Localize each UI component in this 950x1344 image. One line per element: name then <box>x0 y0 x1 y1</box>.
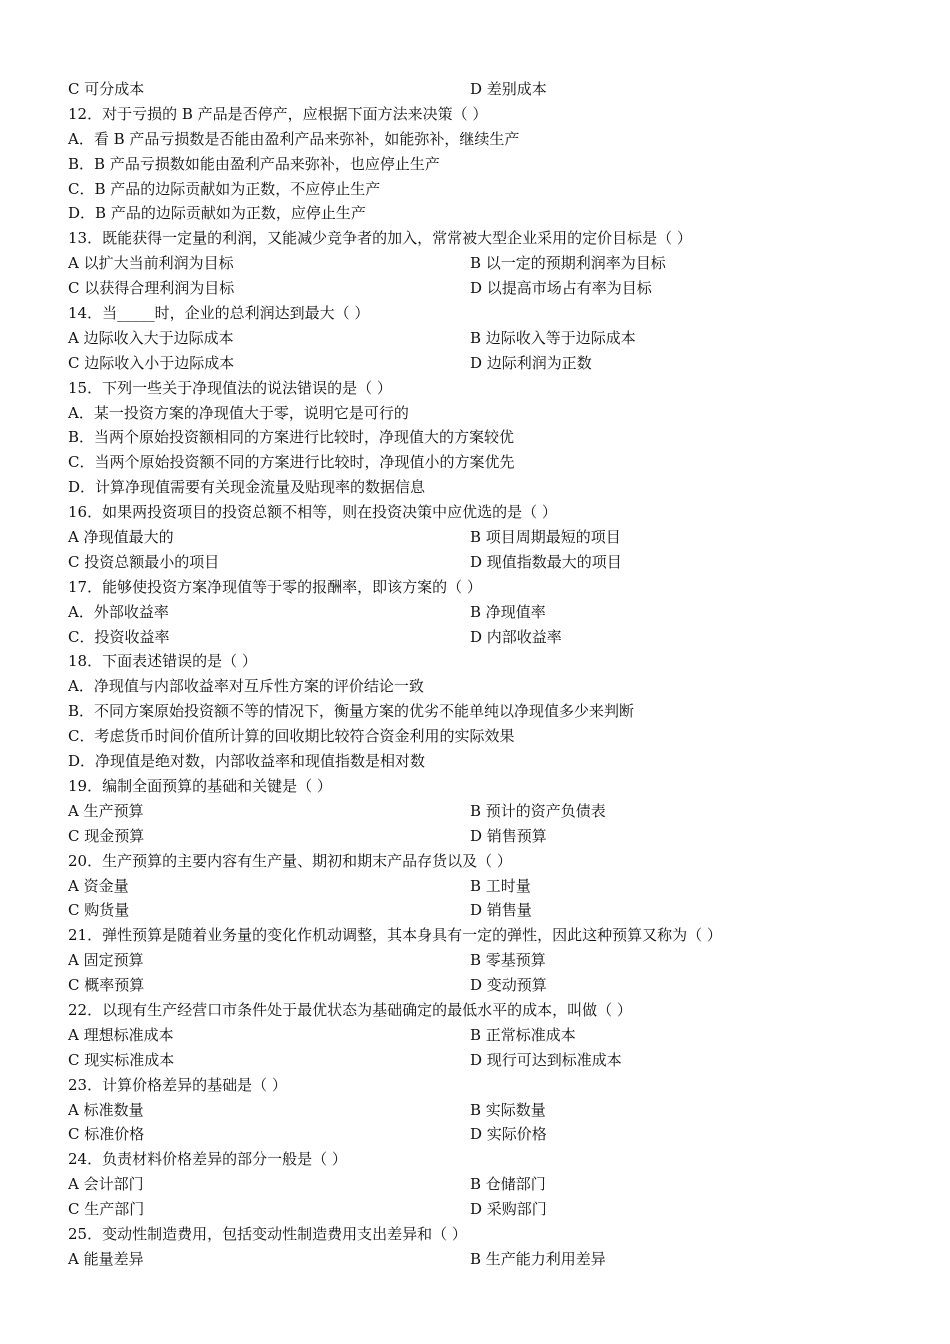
option-right: D 采购部门 <box>470 1200 547 1219</box>
option-row <box>68 799 928 824</box>
option-left: C 边际收入小于边际成本 <box>68 353 235 372</box>
option-left: C 可分成本 <box>68 80 145 98</box>
option-row <box>68 550 928 575</box>
option-left: A 边际收入大于边际成本 <box>68 328 234 347</box>
option-right: D 现值指数最大的项目 <box>470 552 622 571</box>
question-line: 22．以现有生产经营口市条件处于最优状态为基础确定的最低水平的成本，叫做（ ） <box>68 1000 632 1019</box>
option-right: D 变动预算 <box>470 976 547 995</box>
option-line: C．当两个原始投资额不同的方案进行比较时，净现值小的方案优先 <box>68 453 515 472</box>
question-line: 20．生产预算的主要内容有生产量、期初和期末产品存货以及（ ） <box>68 851 512 870</box>
option-right: B 项目周期最短的项目 <box>470 528 621 547</box>
option-left: A 标准数量 <box>68 1100 144 1119</box>
option-row <box>68 276 928 301</box>
document-body <box>68 77 928 1272</box>
option-row <box>68 824 928 849</box>
option-right: D 现行可达到标准成本 <box>470 1050 622 1069</box>
option-row <box>68 251 928 276</box>
option-row <box>68 973 928 998</box>
option-right: D 销售量 <box>470 901 532 920</box>
option-row <box>68 625 928 650</box>
option-left: C 生产部门 <box>68 1200 145 1219</box>
option-right: B 实际数量 <box>470 1100 546 1119</box>
option-line: A．某一投资方案的净现值大于零，说明它是可行的 <box>68 403 409 422</box>
option-left: C 概率预算 <box>68 976 145 995</box>
option-row <box>68 948 928 973</box>
option-right: B 边际收入等于边际成本 <box>470 328 636 347</box>
option-left: A．外部收益率 <box>68 602 169 621</box>
option-left: A 资金量 <box>68 876 129 895</box>
option-row <box>68 600 928 625</box>
option-right: D 销售预算 <box>470 826 547 845</box>
option-left: C．投资收益率 <box>68 627 170 646</box>
option-row <box>68 351 928 376</box>
option-line: B．不同方案原始投资额不等的情况下，衡量方案的优劣不能单纯以净现值多少来判断 <box>68 702 635 721</box>
option-line: C．B 产品的边际贡献如为正数，不应停止生产 <box>68 179 381 198</box>
option-right: D 以提高市场占有率为目标 <box>470 279 652 298</box>
option-left: C 投资总额最小的项目 <box>68 552 220 571</box>
option-row <box>68 77 928 102</box>
question-line: 18．下面表述错误的是（ ） <box>68 652 257 671</box>
option-row <box>68 1048 928 1073</box>
option-left: A 净现值最大的 <box>68 528 174 547</box>
option-right: D 实际价格 <box>470 1125 547 1144</box>
option-row <box>68 1098 928 1123</box>
option-line: A．净现值与内部收益率对互斥性方案的评价结论一致 <box>68 677 424 696</box>
option-right: D 边际利润为正数 <box>470 353 592 372</box>
option-right: D 内部收益率 <box>470 627 562 646</box>
option-left: A 以扩大当前利润为目标 <box>68 254 234 273</box>
option-right: B 零基预算 <box>470 951 546 970</box>
question-line: 24．负责材料价格差异的部分一般是（ ） <box>68 1150 347 1169</box>
question-line: 15．下列一些关于净现值法的说法错误的是（ ） <box>68 378 392 397</box>
question-line: 13．既能获得一定量的利润，又能减少竞争者的加入，常常被大型企业采用的定价目标是（ ） <box>68 229 692 248</box>
option-right: B 正常标准成本 <box>470 1025 576 1044</box>
question-line: 14．当_____时，企业的总利润达到最大（ ） <box>68 304 370 323</box>
option-line: D．B 产品的边际贡献如为正数，应停止生产 <box>68 204 366 223</box>
question-line: 17．能够使投资方案净现值等于零的报酬率，即该方案的（ ） <box>68 577 482 596</box>
option-row <box>68 1247 928 1272</box>
option-left: C 以获得合理利润为目标 <box>68 279 235 298</box>
option-right: B 预计的资产负债表 <box>470 801 606 820</box>
option-left: C 购货量 <box>68 901 130 920</box>
question-line: 19．编制全面预算的基础和关键是（ ） <box>68 776 332 795</box>
option-row <box>68 1172 928 1197</box>
option-row <box>68 525 928 550</box>
option-right: D 差别成本 <box>470 80 547 98</box>
option-row <box>68 1122 928 1147</box>
option-line: D．净现值是绝对数，内部收益率和现值指数是相对数 <box>68 752 426 771</box>
option-right: B 净现值率 <box>470 602 546 621</box>
question-line: 25．变动性制造费用，包括变动性制造费用支出差异和（ ） <box>68 1224 467 1243</box>
question-line: 12．对于亏损的 B 产品是否停产，应根据下面方法来决策（ ） <box>68 104 488 123</box>
option-row <box>68 898 928 923</box>
option-row <box>68 326 928 351</box>
option-line: B．B 产品亏损数如能由盈利产品来弥补，也应停止生产 <box>68 154 440 173</box>
option-row <box>68 1023 928 1048</box>
option-left: A 会计部门 <box>68 1175 144 1194</box>
option-right: B 以一定的预期利润率为目标 <box>470 254 666 273</box>
option-right: B 仓储部门 <box>470 1175 546 1194</box>
question-line: 16．如果两投资项目的投资总额不相等，则在投资决策中应优选的是（ ） <box>68 503 557 522</box>
question-line: 23．计算价格差异的基础是（ ） <box>68 1075 287 1094</box>
option-right: B 工时量 <box>470 876 531 895</box>
option-row <box>68 874 928 899</box>
option-row <box>68 1197 928 1222</box>
question-line: 21．弹性预算是随着业务量的变化作机动调整，其本身具有一定的弹性，因此这种预算又称为（ ） <box>68 926 722 945</box>
option-line: C．考虑货币时间价值所计算的回收期比较符合资金利用的实际效果 <box>68 727 515 746</box>
option-line: A．看 B 产品亏损数是否能由盈利产品来弥补，如能弥补，继续生产 <box>68 129 520 148</box>
option-left: A 能量差异 <box>68 1249 144 1268</box>
option-left: A 生产预算 <box>68 801 144 820</box>
option-left: C 现实标准成本 <box>68 1050 175 1069</box>
option-right: B 生产能力利用差异 <box>470 1249 606 1268</box>
option-left: A 固定预算 <box>68 951 144 970</box>
option-line: D．计算净现值需要有关现金流量及贴现率的数据信息 <box>68 478 426 497</box>
option-line: B．当两个原始投资额相同的方案进行比较时，净现值大的方案较优 <box>68 428 515 447</box>
option-left: C 现金预算 <box>68 826 145 845</box>
option-left: C 标准价格 <box>68 1125 145 1144</box>
option-left: A 理想标准成本 <box>68 1025 174 1044</box>
